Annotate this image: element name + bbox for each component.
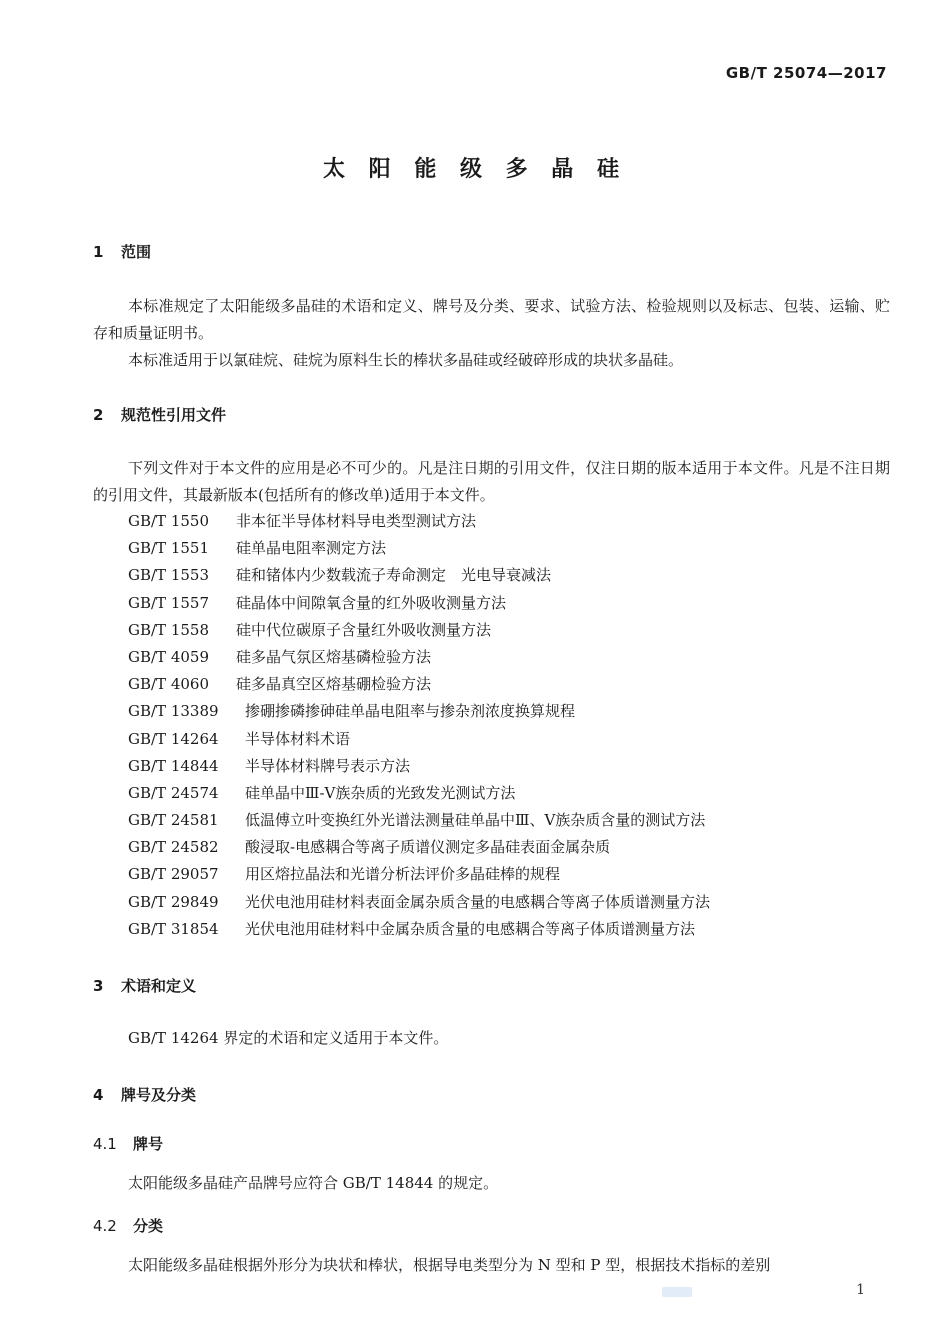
ref-title: 硅多晶真空区熔基硼检验方法 xyxy=(236,675,432,694)
list-item xyxy=(128,861,710,888)
list-item xyxy=(128,726,710,753)
section-4-1-text: 太阳能级多晶硅产品牌号应符合 GB/T 14844 的规定。 xyxy=(128,1174,499,1192)
list-item xyxy=(128,644,710,671)
ref-code: GB/T 4060 xyxy=(128,675,210,694)
section-number: 4.1 xyxy=(93,1135,117,1153)
page-number: 1 xyxy=(856,1282,865,1298)
ref-code: GB/T 1553 xyxy=(128,566,210,585)
section-number: 3 xyxy=(93,977,104,995)
ref-code: GB/T 31854 xyxy=(128,919,219,938)
ref-title: 硅晶体中间隙氧含量的红外吸收测量方法 xyxy=(236,593,507,612)
section-2-heading xyxy=(93,404,226,425)
list-item xyxy=(128,671,710,698)
ref-title: 光伏电池用硅材料表面金属杂质含量的电感耦合等离子体质谱测量方法 xyxy=(245,892,711,911)
list-item xyxy=(128,889,710,916)
ref-title: 硅单晶中Ⅲ-Ⅴ族杂质的光致发光测试方法 xyxy=(245,783,516,802)
section-title: 分类 xyxy=(133,1217,164,1235)
section-3-text: GB/T 14264 界定的术语和定义适用于本文件。 xyxy=(128,1029,449,1047)
document-title: 太 阳 能 级 多 晶 硅 xyxy=(323,157,627,182)
section-number: 4 xyxy=(93,1086,104,1104)
section-1-heading xyxy=(93,241,151,262)
list-item xyxy=(128,753,710,780)
ref-code: GB/T 4059 xyxy=(128,647,210,666)
list-item xyxy=(128,590,710,617)
section-title: 术语和定义 xyxy=(121,977,197,995)
list-item xyxy=(128,807,710,834)
normative-references-list xyxy=(128,508,710,943)
ref-code: GB/T 24581 xyxy=(128,811,219,830)
ref-title: 非本征半导体材料导电类型测试方法 xyxy=(236,512,477,530)
ref-title: 掺硼掺磷掺砷硅单晶电阻率与掺杂剂浓度换算规程 xyxy=(245,702,576,721)
scan-mark xyxy=(662,1287,692,1297)
ref-code: GB/T 24574 xyxy=(128,783,219,802)
list-item xyxy=(128,916,710,943)
ref-title: 硅多晶气氛区熔基磷检验方法 xyxy=(236,647,432,666)
ref-title: 低温傅立叶变换红外光谱法测量硅单晶中Ⅲ、Ⅴ族杂质含量的测试方法 xyxy=(245,811,706,830)
section-4-2-heading xyxy=(93,1215,163,1236)
ref-code: GB/T 29057 xyxy=(128,865,219,884)
list-item xyxy=(128,834,710,861)
ref-code: GB/T 1551 xyxy=(128,539,210,558)
ref-code: GB/T 1557 xyxy=(128,593,210,612)
list-item xyxy=(128,780,710,807)
section-2-intro: 下列文件对于本文件的应用是必不可少的。凡是注日期的引用文件，仅注日期的版本适用于本文件。凡是不注日期的引用文件，其最新版本(包括所有的修改单)适用于本文件。 xyxy=(93,459,890,504)
ref-title: 半导体材料术语 xyxy=(245,729,351,748)
section-number: 4.2 xyxy=(93,1217,117,1235)
ref-title: 硅和锗体内少数载流子寿命测定 光电导衰减法 xyxy=(236,566,552,585)
ref-code: GB/T 1558 xyxy=(128,620,210,639)
ref-code: GB/T 24582 xyxy=(128,838,219,857)
section-number: 2 xyxy=(93,406,104,424)
section-4-2-text: 太阳能级多晶硅根据外形分为块状和棒状，根据导电类型分为 N 型和 P 型，根据技术指标的差别 xyxy=(128,1256,771,1274)
section-4-1-heading xyxy=(93,1133,163,1154)
standard-code: GB/T 25074—2017 xyxy=(725,64,887,82)
ref-title: 硅中代位碳原子含量红外吸收测量方法 xyxy=(236,620,492,639)
ref-title: 光伏电池用硅材料中金属杂质含量的电感耦合等离子体质谱测量方法 xyxy=(245,919,696,938)
ref-code: GB/T 1550 xyxy=(128,512,210,530)
ref-title: 用区熔拉晶法和光谱分析法评价多晶硅棒的规程 xyxy=(245,865,561,884)
ref-code: GB/T 13389 xyxy=(128,702,219,721)
ref-title: 半导体材料牌号表示方法 xyxy=(245,756,411,775)
section-title: 牌号及分类 xyxy=(121,1086,197,1104)
section-title: 规范性引用文件 xyxy=(121,406,227,424)
ref-code: GB/T 14844 xyxy=(128,756,219,775)
section-1-para-1: 本标准规定了太阳能级多晶硅的术语和定义、牌号及分类、要求、试验方法、检验规则以及标志、包装、运输、贮存和质量证明书。 xyxy=(93,297,890,342)
section-1-para-2: 本标准适用于以氯硅烷、硅烷为原料生长的棒状多晶硅或经破碎形成的块状多晶硅。 xyxy=(128,351,684,369)
list-item xyxy=(128,617,710,644)
section-3-heading xyxy=(93,975,196,996)
list-item xyxy=(128,535,710,562)
list-item xyxy=(128,698,710,725)
list-item xyxy=(128,562,710,589)
ref-title: 硅单晶电阻率测定方法 xyxy=(236,539,387,558)
ref-code: GB/T 29849 xyxy=(128,892,219,911)
ref-code: GB/T 14264 xyxy=(128,729,219,748)
list-item xyxy=(128,508,710,535)
section-number: 1 xyxy=(93,243,104,261)
section-4-heading xyxy=(93,1084,196,1105)
section-title: 范围 xyxy=(121,243,152,261)
section-title: 牌号 xyxy=(133,1135,164,1153)
ref-title: 酸浸取-电感耦合等离子质谱仪测定多晶硅表面金属杂质 xyxy=(245,838,611,857)
